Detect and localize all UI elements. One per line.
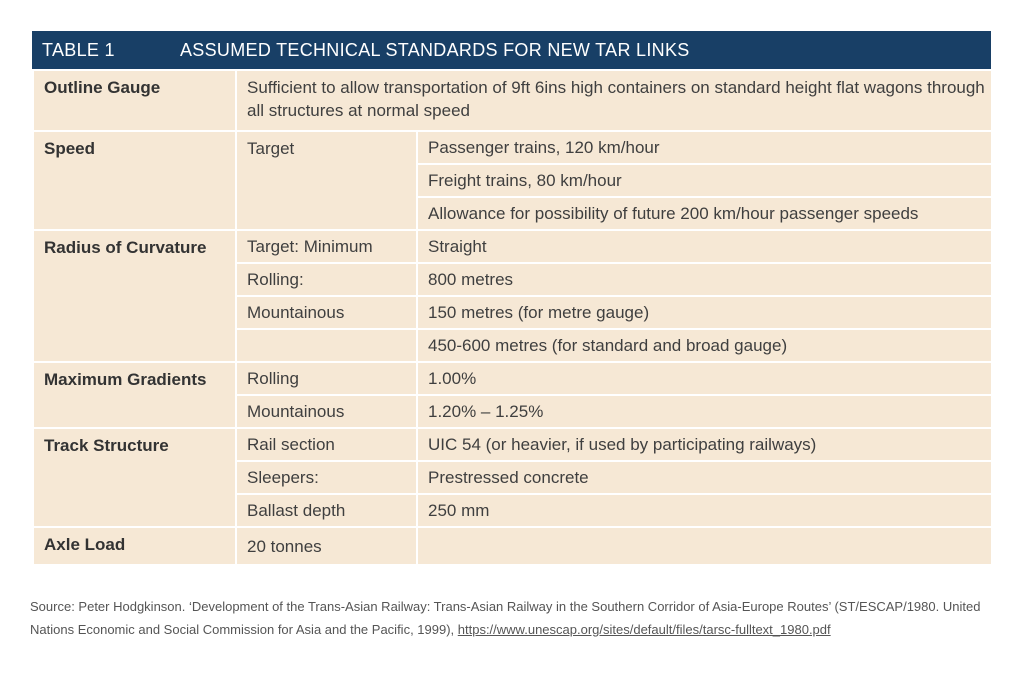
speed-value: Passenger trains, 120 km/hour (417, 131, 992, 164)
standards-table (32, 31, 991, 566)
table-row (33, 70, 992, 131)
source-text: Source: Peter Hodgkinson. ‘Development of the Trans-Asian Railway: Trans-Asian Railway in the Southern Corridor of Asia-Europe Routes’ (ST/ESCAP/1980. United Nations Economic and Social Commission for Asia and the Pacific, 1999), (30, 599, 981, 637)
curvature-sub-label: Rolling: (236, 263, 417, 296)
standards-grid (32, 69, 993, 566)
curvature-value: 450-600 metres (for standard and broad gauge) (417, 329, 992, 362)
table-row (33, 362, 992, 395)
speed-value: Freight trains, 80 km/hour (417, 164, 992, 197)
table-title-bar (32, 31, 991, 69)
table-title: ASSUMED TECHNICAL STANDARDS FOR NEW TAR LINKS (180, 39, 690, 60)
speed-sub-label: Target (236, 131, 417, 230)
row-heading-axle-load: Axle Load (33, 527, 236, 565)
curvature-value: 150 metres (for metre gauge) (417, 296, 992, 329)
track-sub-label: Ballast depth (236, 494, 417, 527)
track-sub-label: Sleepers: (236, 461, 417, 494)
table-number: TABLE 1 (42, 39, 115, 60)
curvature-sub-label: Mountainous (236, 296, 417, 329)
gradients-value: 1.20% – 1.25% (417, 395, 992, 428)
gradients-sub-label: Rolling (236, 362, 417, 395)
table-row (33, 230, 992, 263)
source-note (30, 596, 995, 641)
track-value: 250 mm (417, 494, 992, 527)
curvature-value: Straight (417, 230, 992, 263)
track-value: UIC 54 (or heavier, if used by participating railways) (417, 428, 992, 461)
source-link[interactable]: https://www.unescap.org/sites/default/files/tarsc-fulltext_1980.pdf (457, 621, 831, 637)
gradients-value: 1.00% (417, 362, 992, 395)
table-row (33, 131, 992, 164)
curvature-value: 800 metres (417, 263, 992, 296)
row-heading-gradients: Maximum Gradients (33, 362, 236, 428)
empty-cell (417, 527, 992, 565)
axle-load-value: 20 tonnes (236, 527, 417, 565)
track-value: Prestressed concrete (417, 461, 992, 494)
track-sub-label: Rail section (236, 428, 417, 461)
speed-value: Allowance for possibility of future 200 km/hour passenger speeds (417, 197, 992, 230)
curvature-sub-label: Target: Minimum (236, 230, 417, 263)
row-heading-outline-gauge: Outline Gauge (33, 70, 236, 131)
table-row (33, 527, 992, 565)
row-heading-track-structure: Track Structure (33, 428, 236, 527)
curvature-sub-label (236, 329, 417, 362)
row-heading-curvature: Radius of Curvature (33, 230, 236, 362)
outline-gauge-value: Sufficient to allow transportation of 9ft 6ins high containers on standard height flat wagons through all structures at normal speed (236, 70, 992, 131)
gradients-sub-label: Mountainous (236, 395, 417, 428)
row-heading-speed: Speed (33, 131, 236, 230)
table-row (33, 428, 992, 461)
